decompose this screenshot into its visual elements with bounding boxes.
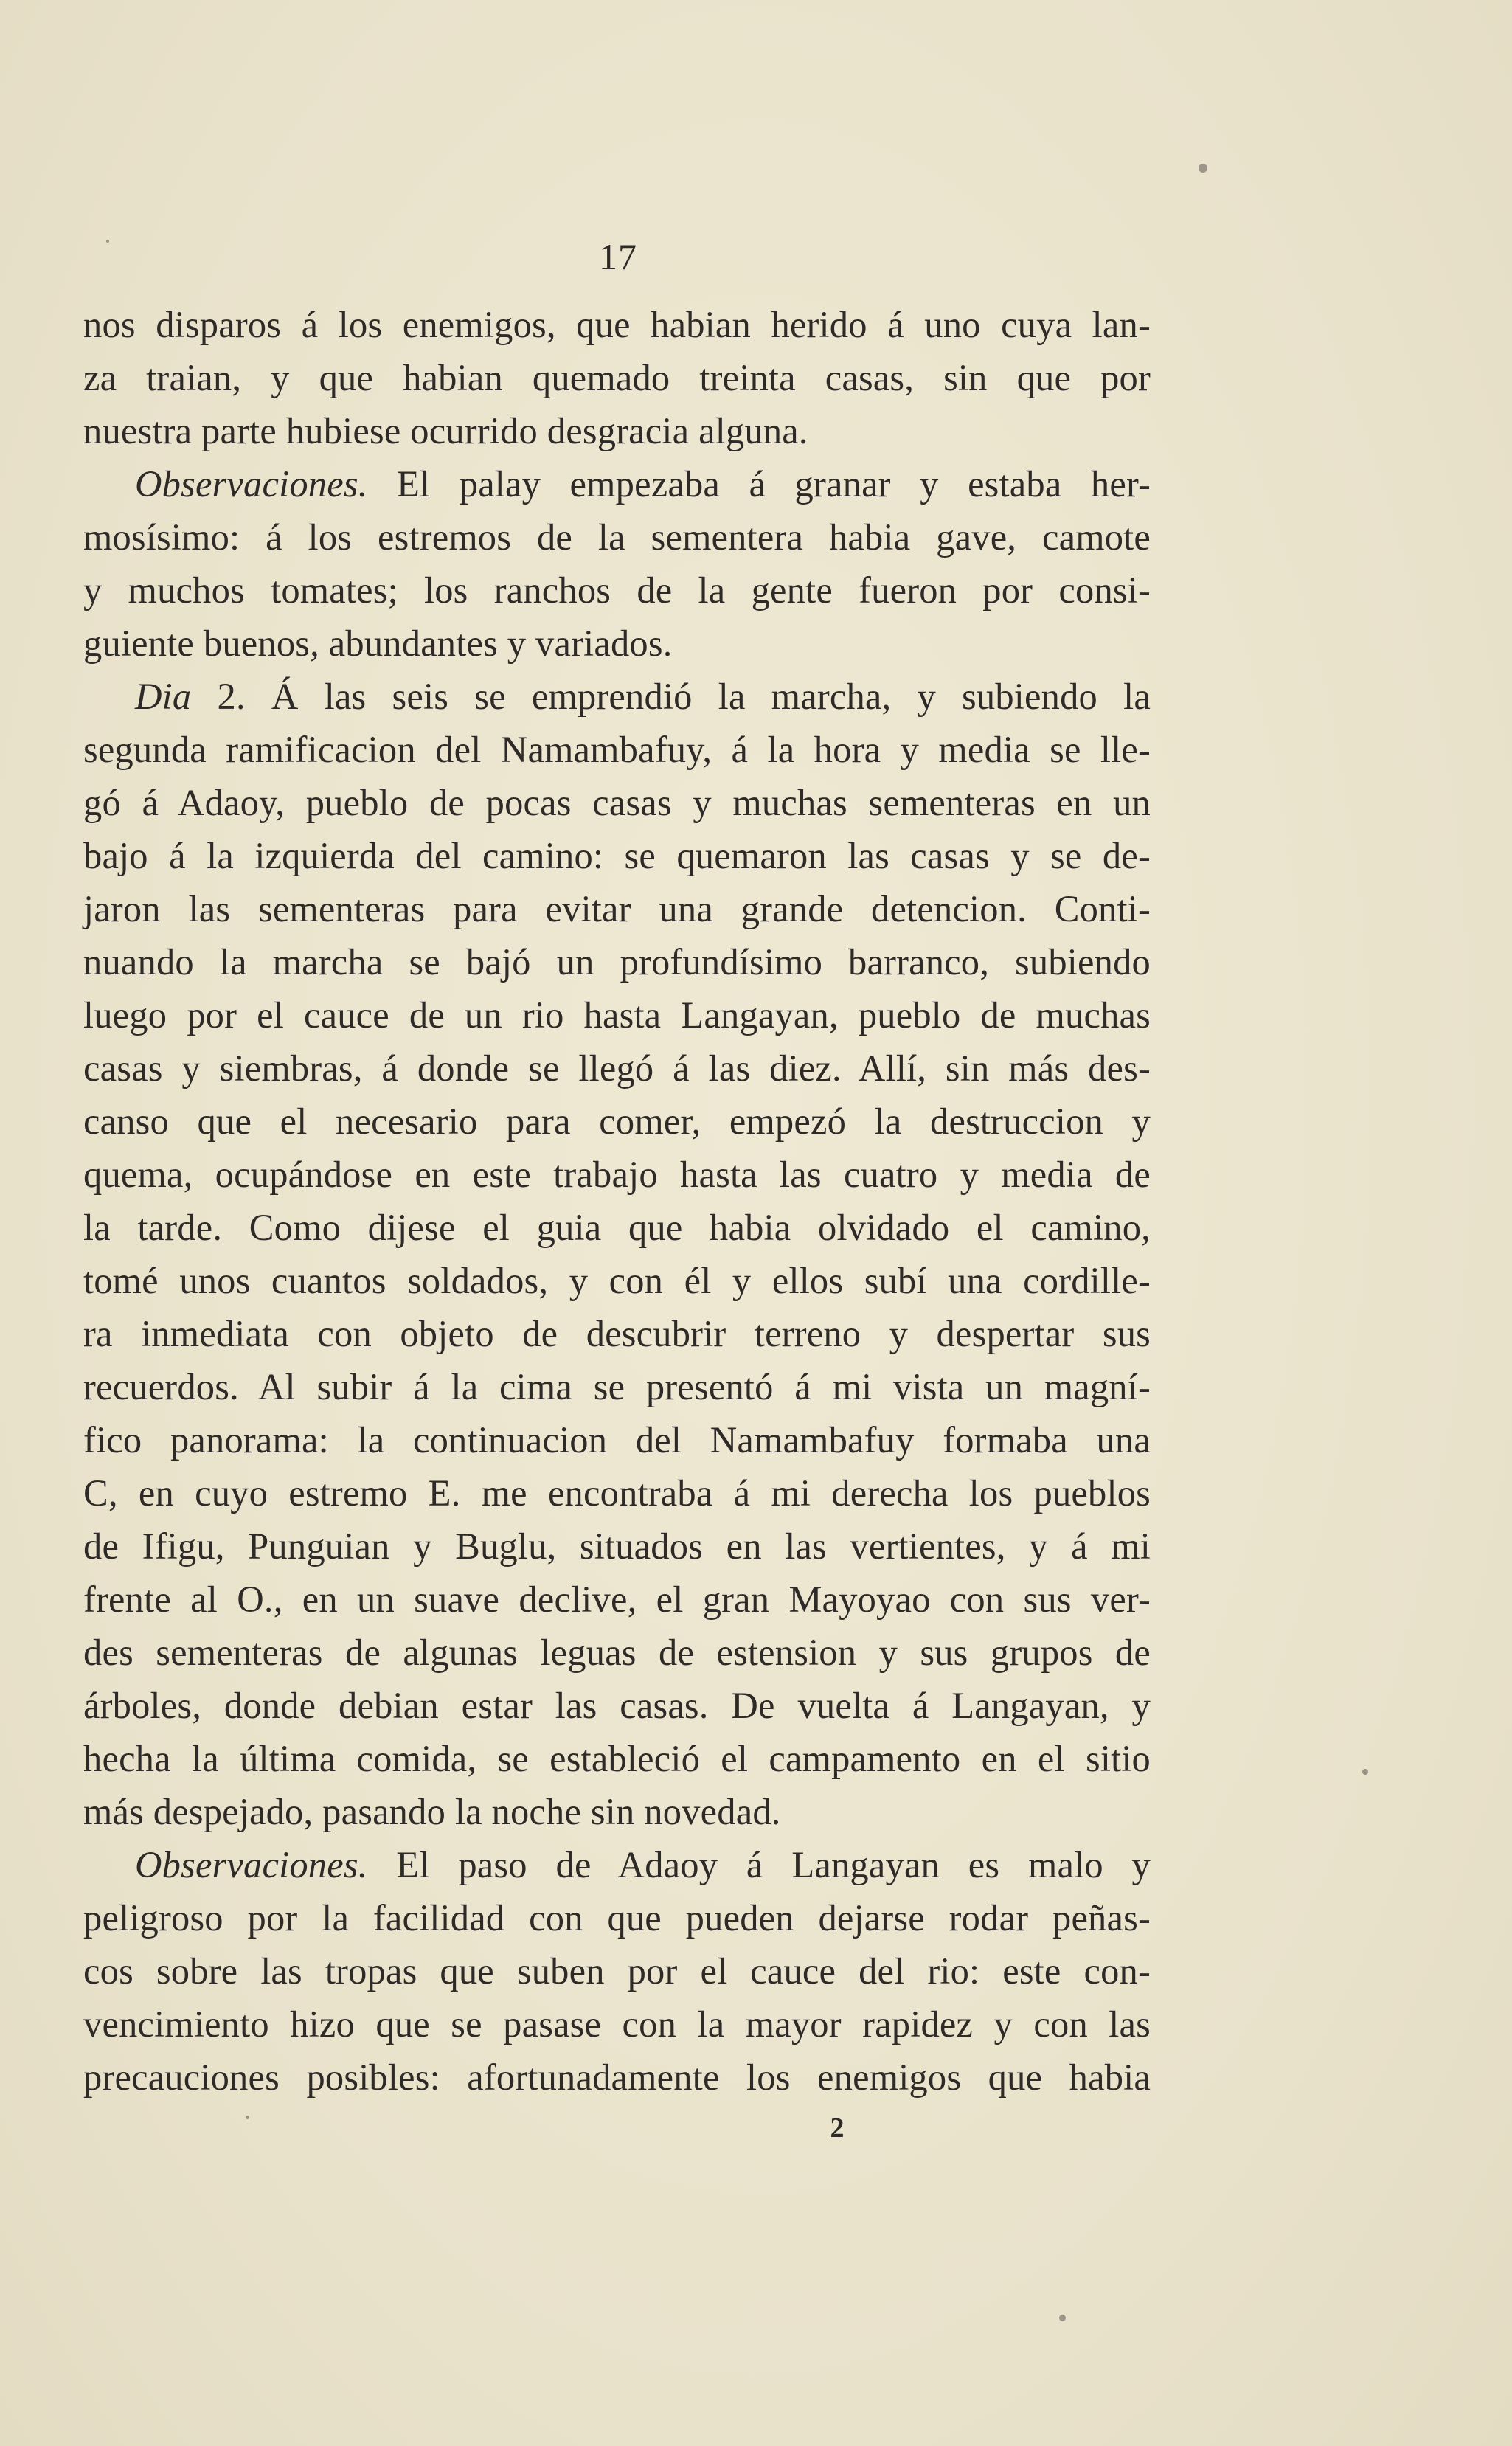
line-text: peligroso por la facilidad con que pueden dejarse rodar peñas- (83, 1897, 1151, 1939)
text-line (83, 1944, 1151, 1998)
line-text: hecha la última comida, se estableció el campamento en el sitio (83, 1738, 1151, 1779)
line-text: des sementeras de algunas leguas de estension y sus grupos de (83, 1632, 1151, 1673)
text-line (83, 351, 1151, 404)
line-text: guiente buenos, abundantes y variados. (83, 623, 673, 664)
text-line (83, 1413, 1151, 1466)
text-line (83, 776, 1151, 829)
line-text: y muchos tomates; los ranchos de la gente fueron por consi- (83, 569, 1151, 611)
line-text: El paso de Adaoy á Langayan es malo y (367, 1844, 1151, 1885)
line-text: de Ifigu, Punguian y Buglu, situados en las vertientes, y á mi (83, 1525, 1151, 1567)
line-text: gó á Adaoy, pueblo de pocas casas y muchas sementeras en un (83, 782, 1151, 823)
text-line (83, 882, 1151, 935)
text-line (83, 564, 1151, 617)
paper-speck (1362, 1769, 1368, 1775)
text-line (83, 670, 1151, 723)
text-line (83, 1201, 1151, 1254)
paragraph-lead: Dia (135, 676, 192, 717)
paper-speck (106, 240, 109, 243)
text-line (83, 1042, 1151, 1095)
line-text: tomé unos cuantos soldados, y con él y ellos subí una cordille- (83, 1260, 1151, 1301)
text-line (83, 1466, 1151, 1520)
text-line (83, 988, 1151, 1042)
line-text: 2. Á las seis se emprendió la marcha, y subiendo la (191, 676, 1151, 717)
text-line (83, 510, 1151, 564)
line-text: nos disparos á los enemigos, que habian herido á uno cuya lan- (83, 304, 1151, 345)
line-text: casas y siembras, á donde se llegó á las diez. Allí, sin más des- (83, 1047, 1151, 1089)
line-text: quema, ocupándose en este trabajo hasta las cuatro y media de (83, 1154, 1151, 1195)
signature-mark: 2 (830, 2113, 845, 2144)
line-text: C, en cuyo estremo E. me encontraba á mi derecha los pueblos (83, 1472, 1151, 1514)
text-line (83, 617, 1151, 670)
paragraph-lead: Observaciones. (135, 1844, 368, 1885)
line-text: cos sobre las tropas que suben por el cauce del rio: este con- (83, 1950, 1151, 1992)
line-text: más despejado, pasando la noche sin novedad. (83, 1791, 781, 1832)
text-line (83, 1838, 1151, 1891)
line-text: za traian, y que habian quemado treinta casas, sin que por (83, 357, 1151, 398)
line-text: frente al O., en un suave declive, el gran Mayoyao con sus ver- (83, 1579, 1151, 1620)
line-text: bajo á la izquierda del camino: se quemaron las casas y se de- (83, 835, 1151, 876)
text-line (83, 1573, 1151, 1626)
line-text: canso que el necesario para comer, empezó la destruccion y (83, 1101, 1151, 1142)
text-line (83, 829, 1151, 882)
text-line (83, 935, 1151, 988)
page-number: 17 (599, 236, 637, 277)
line-text: mosísimo: á los estremos de la sementera habia gave, camote (83, 516, 1151, 558)
text-line (83, 1998, 1151, 2051)
line-text: recuerdos. Al subir á la cima se presentó á mi vista un magní- (83, 1366, 1151, 1407)
body-text (83, 298, 1151, 2104)
text-line (83, 1520, 1151, 1573)
text-line (83, 1360, 1151, 1413)
text-line (83, 1785, 1151, 1838)
line-text: vencimiento hizo que se pasase con la mayor rapidez y con las (83, 2003, 1151, 2045)
line-text: nuando la marcha se bajó un profundísimo barranco, subiendo (83, 941, 1151, 983)
paper-speck (246, 2116, 249, 2119)
text-line (83, 298, 1151, 351)
line-text: luego por el cauce de un rio hasta Langayan, pueblo de muchas (83, 994, 1151, 1036)
text-line (83, 723, 1151, 776)
text-line (83, 1626, 1151, 1679)
paragraph-lead: Observaciones. (135, 463, 368, 505)
line-text: la tarde. Como dijese el guia que habia olvidado el camino, (83, 1207, 1151, 1248)
text-line (83, 1148, 1151, 1201)
line-text: nuestra parte hubiese ocurrido desgracia alguna. (83, 410, 808, 451)
line-text: segunda ramificacion del Namambafuy, á la hora y media se lle- (83, 729, 1151, 770)
line-text: El palay empezaba á granar y estaba her- (367, 463, 1151, 505)
line-text: precauciones posibles: afortunadamente los enemigos que habia (83, 2057, 1151, 2098)
text-line (83, 1891, 1151, 1944)
text-line (83, 404, 1151, 457)
line-text: fico panorama: la continuacion del Namambafuy formaba una (83, 1419, 1151, 1461)
paper-speck (1059, 2315, 1066, 2321)
line-text: ra inmediata con objeto de descubrir terreno y despertar sus (83, 1313, 1151, 1354)
text-line (83, 2051, 1151, 2104)
line-text: árboles, donde debian estar las casas. De vuelta á Langayan, y (83, 1685, 1151, 1726)
text-line (83, 1732, 1151, 1785)
text-line (83, 1307, 1151, 1360)
text-line (83, 457, 1151, 510)
text-line (83, 1095, 1151, 1148)
paper-speck (1199, 164, 1207, 173)
line-text: jaron las sementeras para evitar una grande detencion. Conti- (83, 888, 1151, 929)
text-line (83, 1679, 1151, 1732)
text-line (83, 1254, 1151, 1307)
